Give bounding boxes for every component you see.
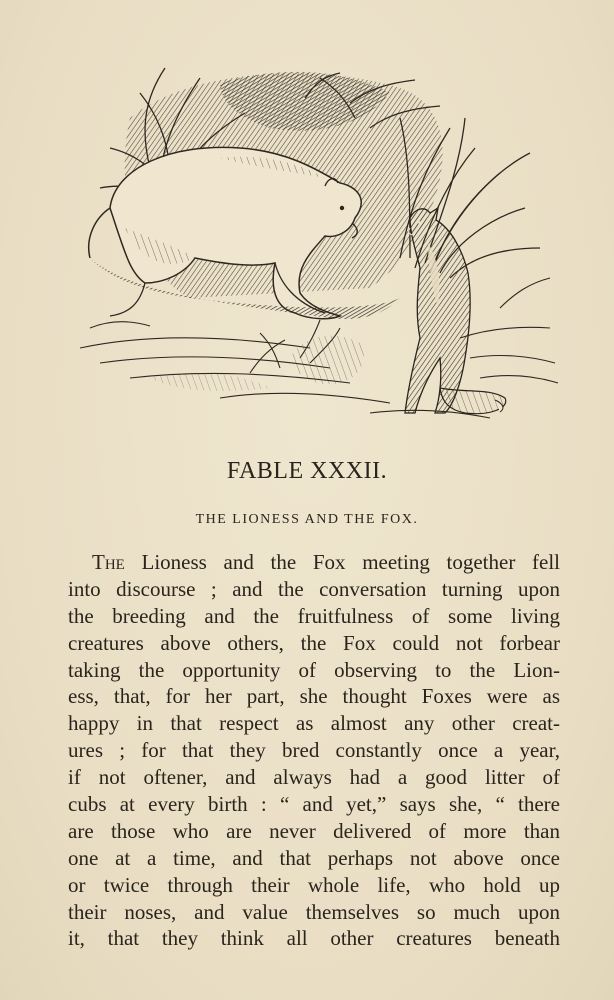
text-line: happy in that respect as almost any other creat- [68, 711, 560, 736]
lead-word: The [92, 550, 125, 574]
text-line: cubs at every birth : “ and yet,” says she, “ there [68, 792, 560, 817]
text-line: are those who are never delivered of more than [68, 818, 560, 843]
text-line: one at a time, and that perhaps not above once [68, 845, 560, 870]
text-line: if not oftener, and always had a good litter of [68, 765, 560, 790]
text-line: or twice through their whole life, who hold up [68, 872, 560, 897]
text-line: taking the opportunity of observing to the Lion- [68, 657, 560, 682]
lioness-and-fox-engraving-icon [70, 58, 560, 433]
text-line: ures ; for that they bred constantly once a year, [68, 738, 560, 763]
text-line: The Lioness and the Fox meeting together fell [92, 550, 560, 574]
text-line: ess, that, for her part, she thought Foxes were as [68, 684, 560, 709]
fable-title: FABLE XXXII. [226, 458, 388, 484]
fable-text [68, 549, 560, 952]
text-line: creatures above others, the Fox could not forbear [68, 630, 560, 655]
text-line: it, that they think all other creatures beneath [68, 926, 560, 951]
text-line: the breeding and the fruitfulness of some living [68, 603, 560, 628]
text-line: their noses, and value themselves so much upon [68, 899, 560, 924]
text-line: into discourse ; and the conversation turning upon [68, 576, 560, 601]
fable-subtitle: THE LIONESS AND THE FOX. [195, 512, 419, 527]
